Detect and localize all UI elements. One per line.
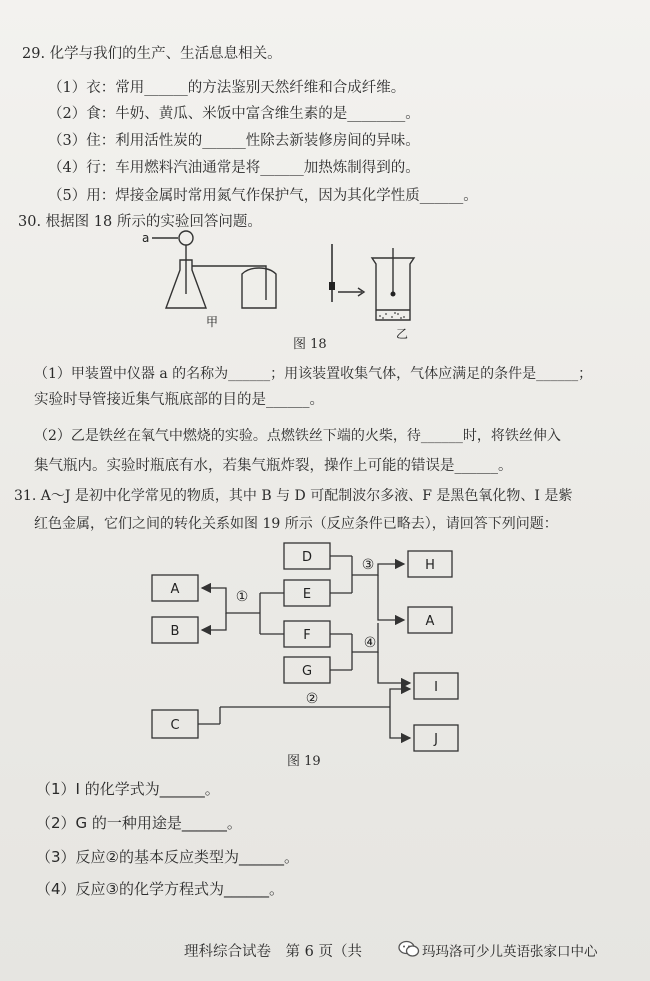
figure-19 [140, 535, 480, 755]
watermark-text: 玛玛洛可少儿英语张家口中心 [422, 944, 598, 960]
q29-part4: （4）行：车用燃料汽油通常是将______加热炼制得到的。 [48, 160, 420, 176]
funnel-bulb [179, 231, 193, 245]
node-I-label: I [434, 680, 438, 695]
node-D-label: D [301, 550, 313, 565]
burning-point [391, 292, 396, 297]
node-A-left-label: A [170, 582, 180, 597]
label-a: a [142, 231, 150, 245]
node-J-label: J [434, 732, 438, 747]
q29-part3: （3）住：利用活性炭的______性除去新装修房间的异味。 [48, 133, 420, 149]
reaction-3-label: ③ [361, 557, 375, 573]
q31-part2: （2）G 的一种用途是______。 [36, 814, 242, 832]
gas-bottle [242, 268, 276, 308]
figure-18 [140, 222, 460, 342]
node-C-label: C [170, 718, 180, 733]
q30-stem: 30. 根据图 18 所示的实验回答问题。 [18, 214, 262, 230]
reaction-4-label: ④ [363, 635, 377, 651]
q30-part2-line2: 集气瓶内。实验时瓶底有水，若集气瓶炸裂，操作上可能的错误是______。 [34, 458, 513, 474]
match-head [329, 282, 335, 290]
q31-part1: （1）I 的化学式为______。 [36, 780, 220, 798]
label-yi: 乙 [396, 327, 409, 341]
node-H-label: H [425, 558, 435, 573]
node-B-label: B [170, 624, 180, 639]
node-F-label: F [303, 628, 311, 643]
q30-part1-line1: （1）甲装置中仪器 a 的名称为______；用该装置收集气体，气体应满足的条件是______； [34, 366, 593, 382]
figure-19-caption: 图 19 [287, 754, 321, 769]
q31-part4: （4）反应③的化学方程式为______。 [36, 880, 284, 898]
q31-stem-line2: 红色金属，它们之间的转化关系如图 19 所示（反应条件已略去），请回答下列问题： [34, 516, 558, 532]
reaction-2-label: ② [305, 691, 319, 707]
node-G-label: G [301, 664, 313, 679]
figure-18-caption: 图 18 [293, 337, 327, 352]
wechat-icon [398, 940, 420, 958]
reaction-1-label: ① [235, 589, 249, 605]
node-E-label: E [302, 587, 312, 602]
q30-part1-line2: 实验时导管接近集气瓶底部的目的是______。 [34, 392, 324, 408]
q31-part3: （3）反应②的基本反应类型为______。 [36, 848, 299, 866]
page-footer: 理科综合试卷 第 6 页（共 [184, 944, 362, 960]
delivery-tube [192, 266, 266, 300]
q29-part5: （5）用：焊接金属时常用氮气作保护气，因为其化学性质______。 [48, 188, 478, 204]
q29-stem: 29. 化学与我们的生产、生活息息相关。 [22, 46, 282, 62]
node-A-right-label: A [425, 614, 435, 629]
q31-stem-line1: 31. A～J 是初中化学常见的物质，其中 B 与 D 可配制波尔多液、F 是黑色氧化物、I 是紫 [14, 488, 573, 504]
q29-part2: （2）食：牛奶、黄瓜、米饭中富含维生素的是________。 [48, 106, 420, 122]
q29-part1: （1）衣：常用______的方法鉴别天然纤维和合成纤维。 [48, 80, 406, 96]
q30-part2-line1: （2）乙是铁丝在氧气中燃烧的实验。点燃铁丝下端的火柴，待______时，将铁丝伸入 [34, 428, 561, 444]
label-jia: 甲 [206, 315, 219, 329]
